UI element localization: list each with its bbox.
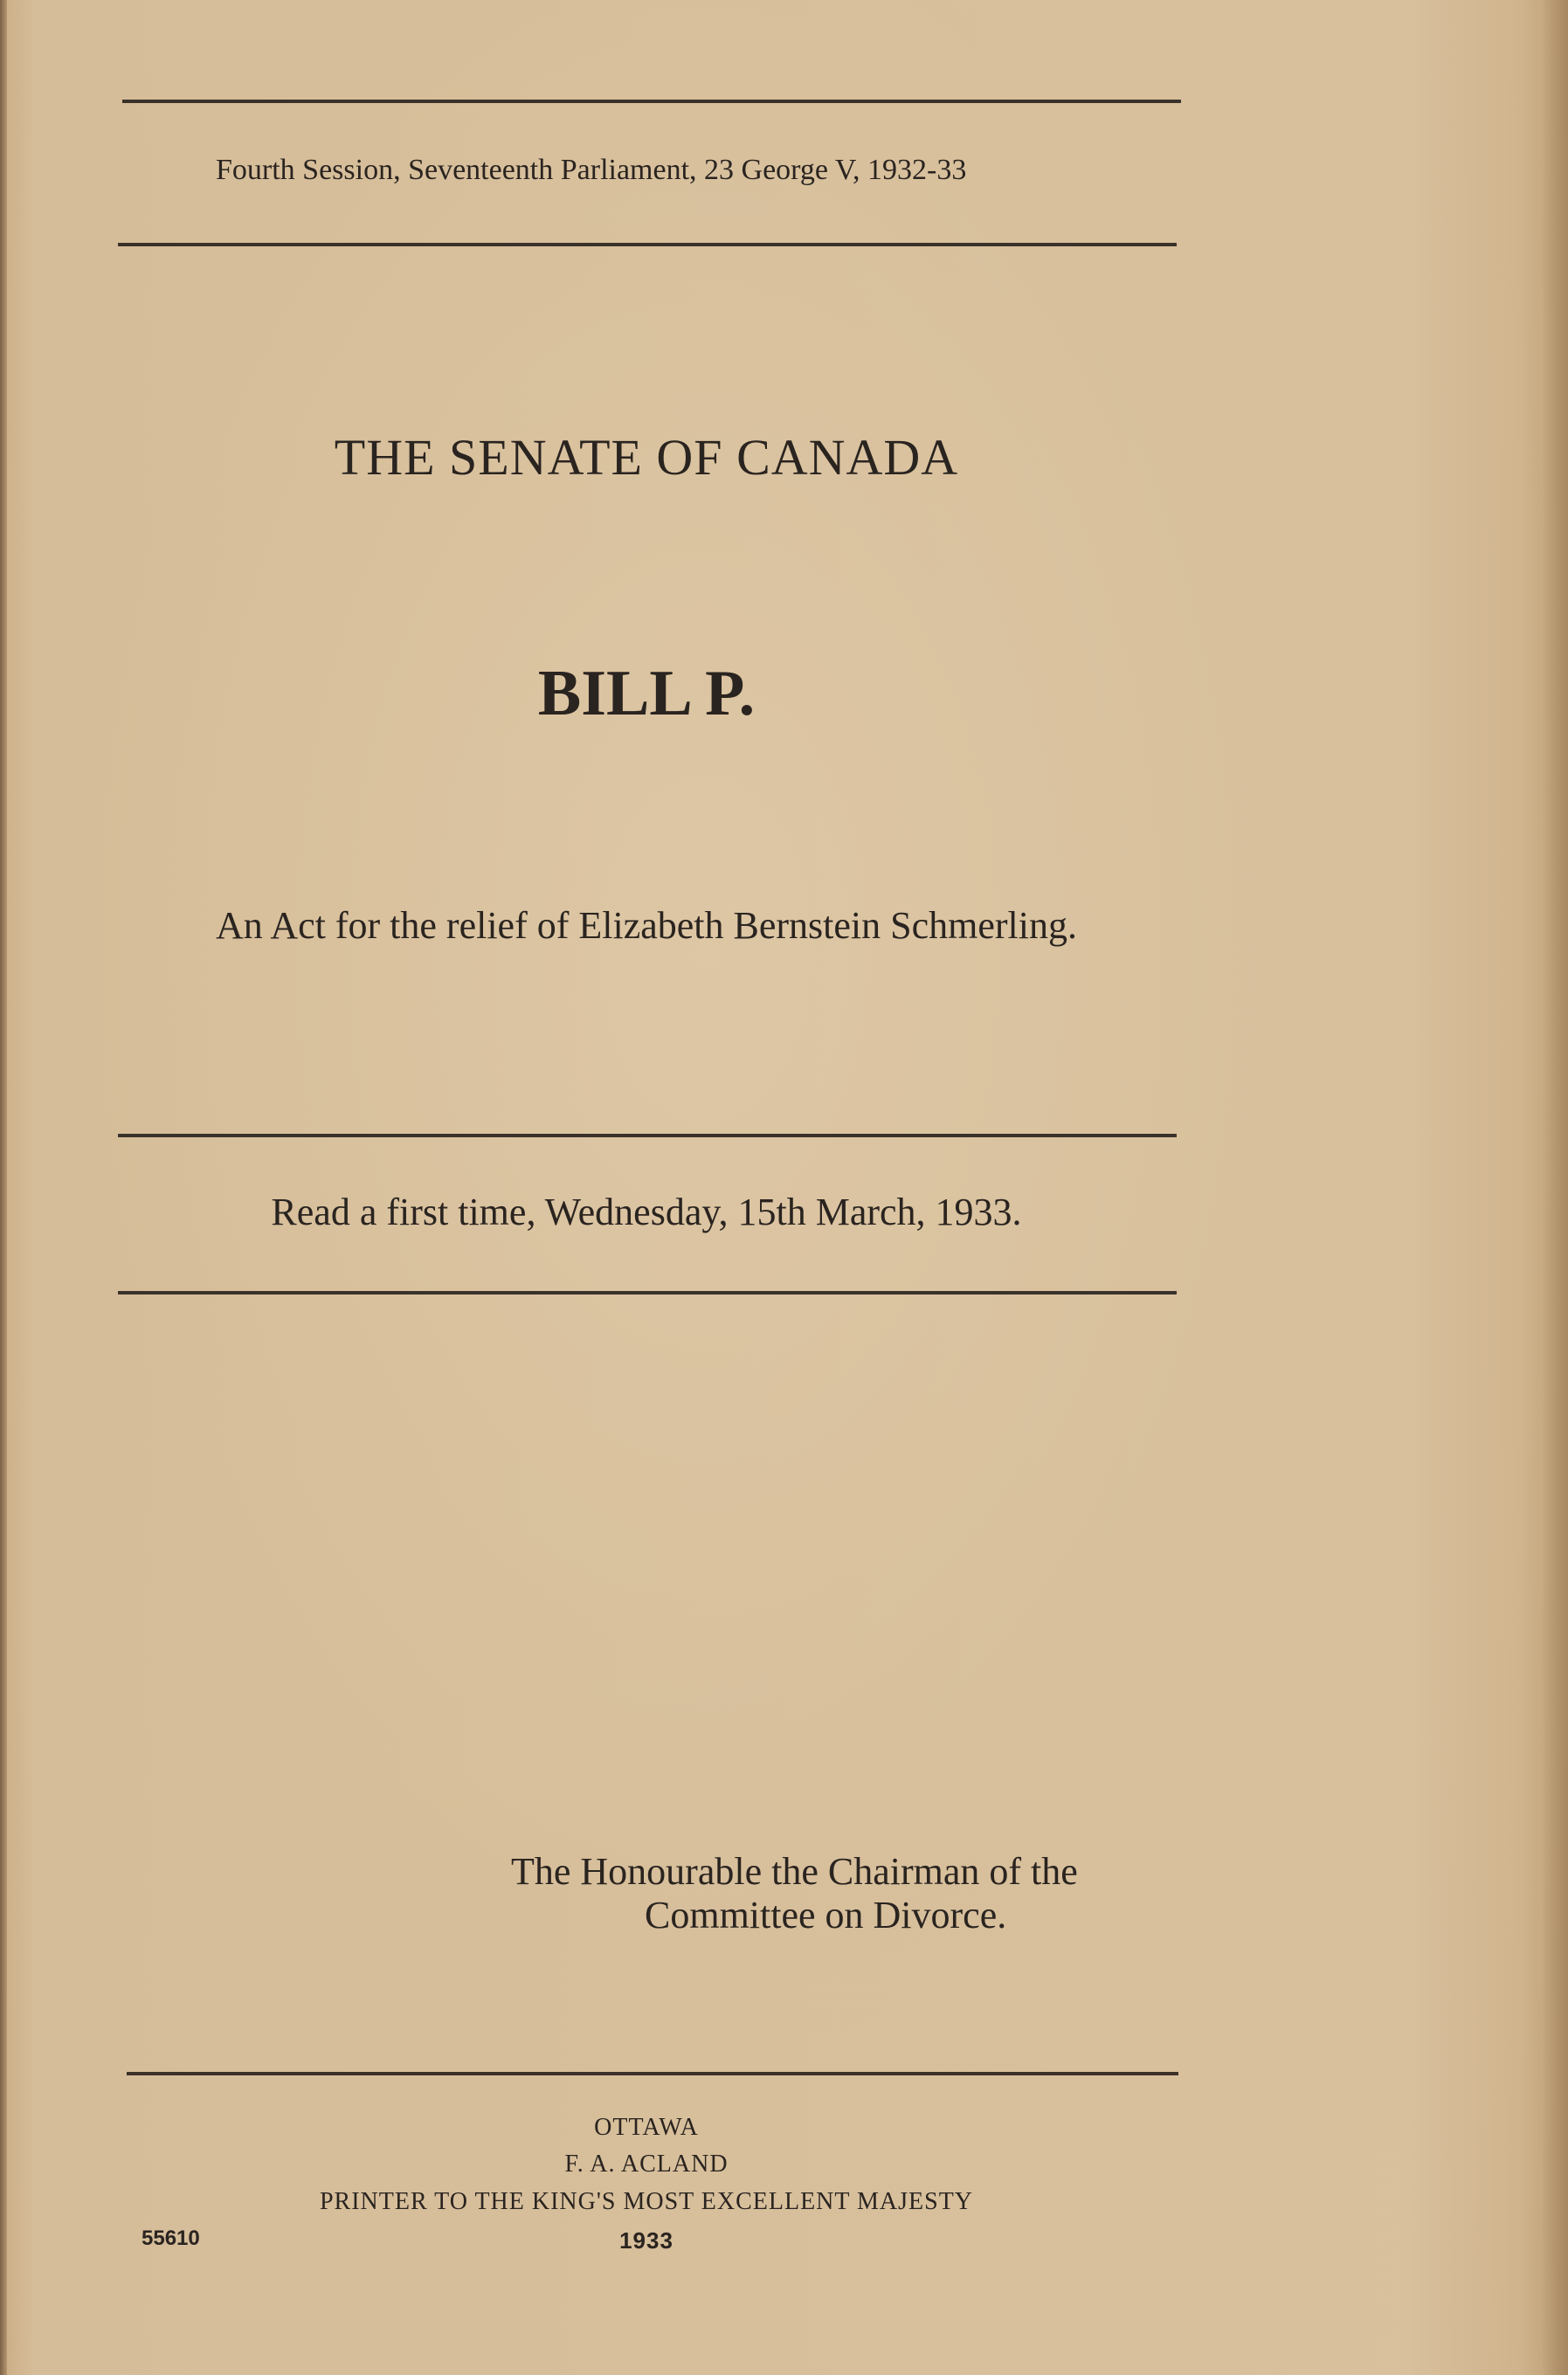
page-right-edge (1542, 0, 1568, 2375)
imprint-city: OTTAWA (594, 2114, 699, 2141)
reading-top-rule (118, 1134, 1177, 1137)
first-reading-line: Read a first time, Wednesday, 15th March, 1933. (271, 1191, 1022, 1233)
header-bottom-rule (118, 243, 1177, 246)
page-left-edge (0, 0, 7, 2375)
sponsor-line-2: Committee on Divorce. (645, 1894, 1007, 1937)
bill-title: BILL P. (537, 658, 756, 729)
imprint-printer: F. A. ACLAND (564, 2151, 729, 2178)
imprint-top-rule (127, 2072, 1178, 2075)
imprint-year: 1933 (619, 2227, 673, 2254)
document-number: 55610 (142, 2227, 200, 2250)
reading-bottom-rule (118, 1291, 1177, 1295)
sponsor-block (507, 1850, 1188, 1937)
session-line: Fourth Session, Seventeenth Parliament, 23 George V, 1932-33 (216, 154, 967, 186)
imprint-printer-role: PRINTER TO THE KING'S MOST EXCELLENT MAJESTY (319, 2188, 974, 2215)
top-rule (122, 100, 1181, 103)
chamber-title: THE SENATE OF CANADA (334, 429, 959, 486)
sponsor-line-1: The Honourable the Chairman of the (511, 1850, 1078, 1893)
act-description: An Act for the relief of Elizabeth Bernstein Schmerling. (215, 904, 1078, 947)
